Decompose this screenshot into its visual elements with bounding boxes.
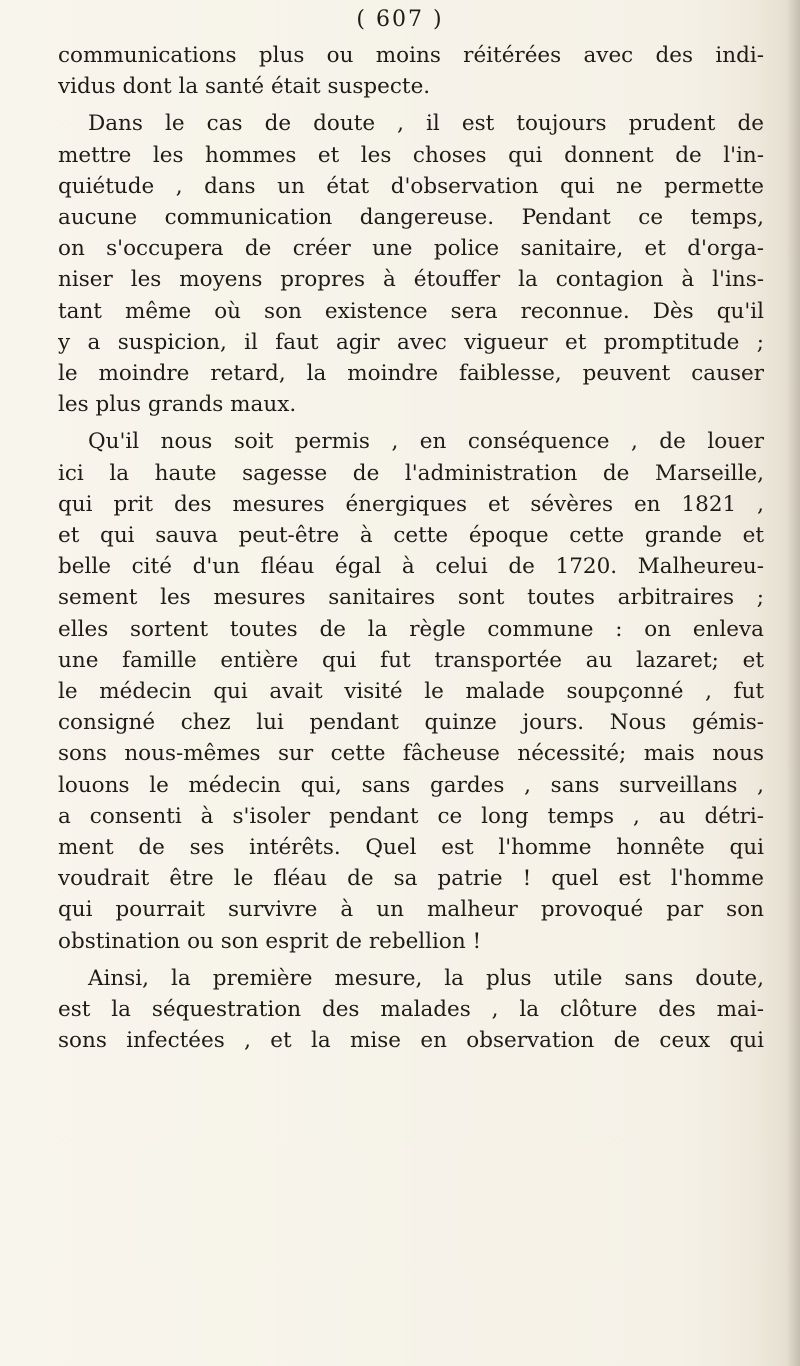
text-line: louons le médecin qui, sans gardes , sans surveillans ,: [58, 772, 764, 798]
text-line: voudrait être le fléau de sa patrie ! quel est l'homme: [58, 866, 764, 892]
text-line: est la séquestration des malades , la clôture des mai-: [58, 997, 764, 1023]
text-line: qui pourrait survivre à un malheur provoqué par son: [58, 897, 764, 923]
text-line: qui prit des mesures énergiques et sévères en 1821 ,: [58, 491, 764, 517]
text-line: sons nous-mêmes sur cette fâcheuse nécessité; mais nous: [58, 741, 764, 767]
text-line: sons infectées , et la mise en observation de ceux qui: [58, 1028, 764, 1054]
text-line: obstination ou son esprit de rebellion !: [58, 928, 482, 954]
page-number: ( 607 ): [356, 7, 444, 32]
text-line: une famille entière qui fut transportée au lazaret; et: [58, 647, 764, 673]
text-line: elles sortent toutes de la règle commune : on enleva: [58, 616, 764, 642]
paragraph-2: [58, 108, 764, 420]
text-line: aucune communication dangereuse. Pendant ce temps,: [58, 205, 764, 231]
text-line: le médecin qui avait visité le malade soupçonné , fut: [58, 679, 764, 705]
text-line: quiétude , dans un état d'observation qui ne permette: [58, 173, 764, 199]
text-line: ment de ses intérêts. Quel est l'homme honnête qui: [58, 835, 764, 861]
text-line: et qui sauva peut-être à cette époque cette grande et: [58, 523, 764, 549]
text-line: Ainsi, la première mesure, la plus utile sans doute,: [88, 965, 764, 991]
body-text: [58, 40, 764, 1058]
text-line: les plus grands maux.: [58, 392, 297, 418]
text-line: ici la haute sagesse de l'administration de Marseille,: [58, 460, 764, 486]
paragraph-4: [58, 963, 764, 1057]
text-line: Dans le cas de doute , il est toujours prudent de: [88, 111, 764, 137]
text-line: consigné chez lui pendant quinze jours. Nous gémis-: [58, 710, 764, 736]
text-line: a consenti à s'isoler pendant ce long temps , au détri-: [58, 803, 764, 829]
text-line: sement les mesures sanitaires sont toutes arbitraires ;: [58, 585, 764, 611]
paragraph-3: [58, 426, 764, 956]
text-line: on s'occupera de créer une police sanitaire, et d'orga-: [58, 236, 764, 262]
text-line: vidus dont la santé était suspecte.: [58, 74, 431, 100]
text-line: belle cité d'un fléau égal à celui de 1720. Malheureu-: [58, 554, 764, 580]
text-line: y a suspicion, il faut agir avec vigueur et promptitude ;: [58, 329, 764, 355]
text-line: niser les moyens propres à étouffer la contagion à l'ins-: [58, 267, 764, 293]
text-line: communications plus ou moins réitérées avec des indi-: [58, 43, 764, 68]
paragraph-1: [58, 40, 764, 102]
text-line: le moindre retard, la moindre faiblesse, peuvent causer: [58, 361, 764, 387]
text-line: mettre les hommes et les choses qui donnent de l'in-: [58, 142, 764, 168]
text-line: tant même où son existence sera reconnue. Dès qu'il: [58, 298, 764, 324]
text-line: Qu'il nous soit permis , en conséquence , de louer: [88, 429, 764, 455]
page-edge-shadow: [786, 0, 800, 1366]
